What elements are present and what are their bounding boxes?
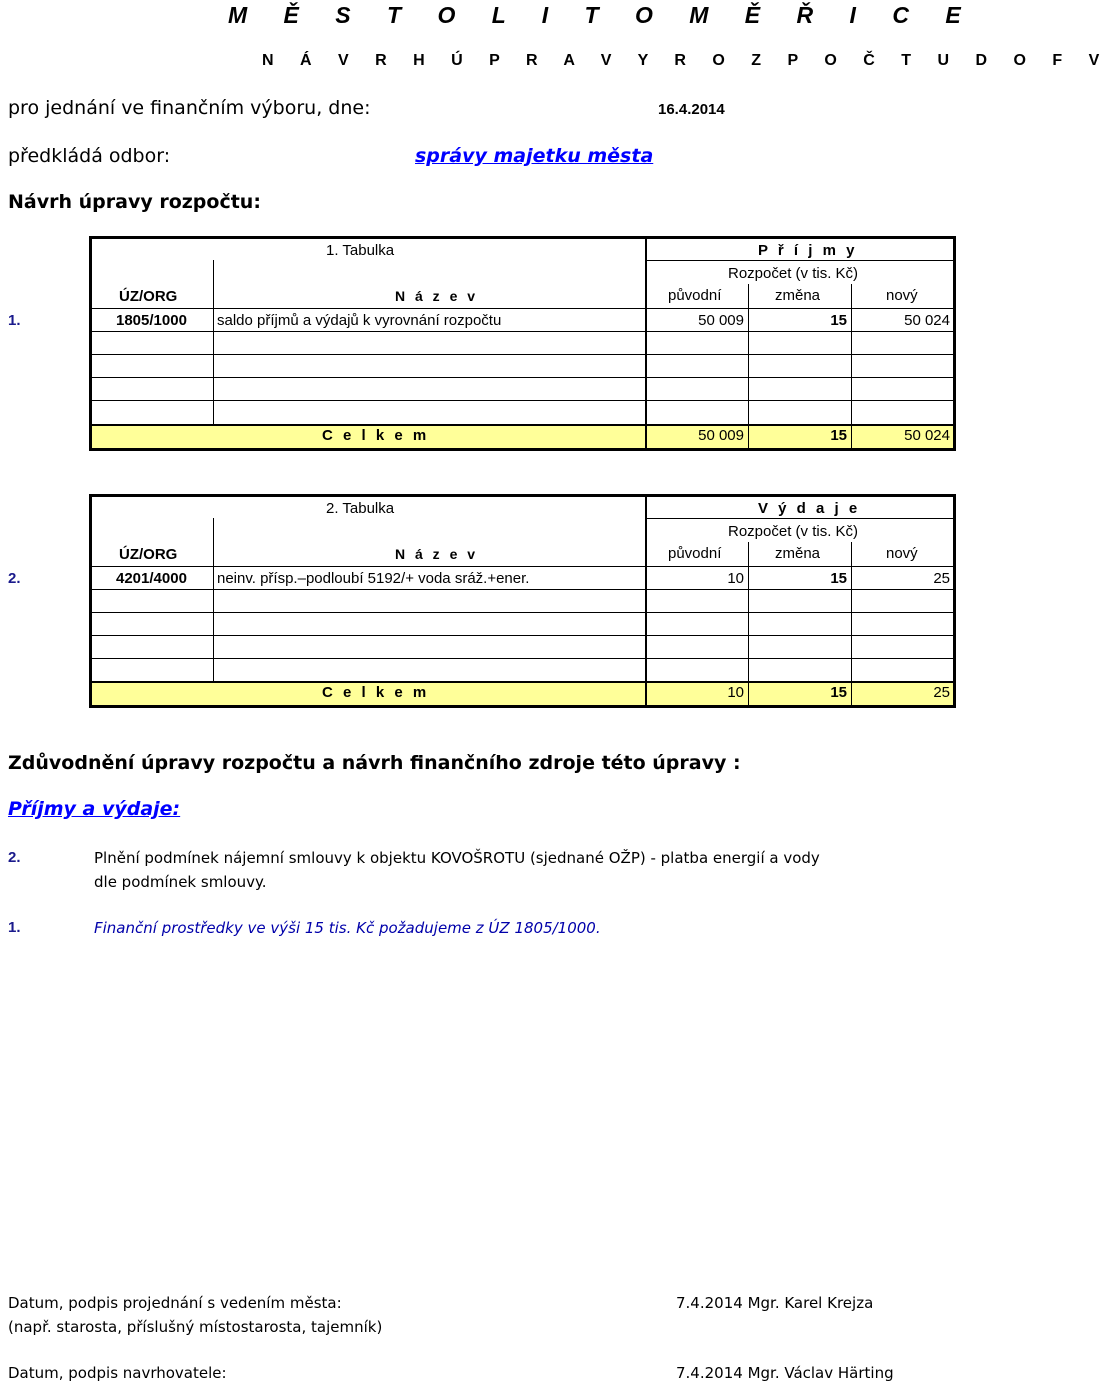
table1-col-orig: původní [668,287,722,304]
meeting-label: pro jednání ve finančním výboru, dne: [8,97,371,119]
table1-section: P ř í j m y [758,242,858,259]
total-change: 15 [830,684,847,701]
total-orig: 10 [727,684,744,701]
total-new: 50 024 [904,427,950,444]
total-label: C e l k e m [322,684,430,701]
footer-proposer-label: Datum, podpis navrhovatele: [8,1364,227,1382]
table2-col-name: N á z e v [395,546,479,562]
item1-number: 1. [8,919,21,936]
table1-col-new: nový [886,287,918,304]
table2-caption: 2. Tabulka [326,500,395,517]
row-new: 25 [933,570,950,587]
table2-col-new: nový [886,545,918,562]
row-org: 1805/1000 [116,312,187,329]
total-new: 25 [933,684,950,701]
item2-text-line2: dle podmínek smlouvy. [94,873,267,891]
table2-col-orig: původní [668,545,722,562]
table1-budget-label: Rozpočet (v tis. Kč) [728,265,859,282]
table2-section: V ý d a j e [758,500,861,517]
footer-approval-note: (např. starosta, příslušný místostarosta, tajemník) [8,1318,383,1336]
table2-budget-label: Rozpočet (v tis. Kč) [728,523,859,540]
footer-proposer-value: 7.4.2014 Mgr. Václav Härting [676,1364,894,1382]
row-orig: 10 [727,570,744,587]
table2-col-org: ÚZ/ORG [119,546,178,563]
row-orig: 50 009 [698,312,744,329]
item2-number: 2. [8,849,21,866]
city-title: M Ě S T O L I T O M Ě Ř I C E [228,2,967,28]
table1-caption: 1. Tabulka [326,242,395,259]
justification-subheading: Příjmy a výdaje: [8,798,181,820]
department-value: správy majetku města [415,145,654,167]
row-name: neinv. přísp.–podloubí 5192/+ voda sráž.+ener. [217,570,530,587]
table1-col-name: N á z e v [395,288,479,304]
row-change: 15 [830,570,847,587]
item2-text-line1: Plnění podmínek nájemní smlouvy k objektu KOVOŠROTU (sjednané OŽP) - platba energií a vody [94,849,820,867]
document-subtitle: N Á V R H Ú P R A V Y R O Z P O Č T U D O F V [262,52,1102,69]
row-new: 50 024 [904,312,950,329]
table2-row-number: 2. [8,570,21,587]
justification-heading: Zdůvodnění úpravy rozpočtu a návrh finančního zdroje této úpravy : [8,752,741,774]
table1-row-number: 1. [8,312,21,329]
footer-approval-value: 7.4.2014 Mgr. Karel Krejza [676,1294,874,1312]
row-change: 15 [830,312,847,329]
footer-approval-label: Datum, podpis projednání s vedením města: [8,1294,342,1312]
table1-col-change: změna [775,287,821,304]
table2-col-change: změna [775,545,821,562]
row-name: saldo příjmů a výdajů k vyrovnání rozpočtu [217,312,502,329]
department-label: předkládá odbor: [8,145,171,167]
row-org: 4201/4000 [116,570,187,587]
total-label: C e l k e m [322,427,430,444]
proposal-label: Návrh úpravy rozpočtu: [8,191,261,213]
total-orig: 50 009 [698,427,744,444]
item1-text: Finanční prostředky ve výši 15 tis. Kč požadujeme z ÚZ 1805/1000. [94,919,601,937]
meeting-date: 16.4.2014 [658,101,725,118]
total-change: 15 [830,427,847,444]
table1-col-org: ÚZ/ORG [119,288,178,305]
